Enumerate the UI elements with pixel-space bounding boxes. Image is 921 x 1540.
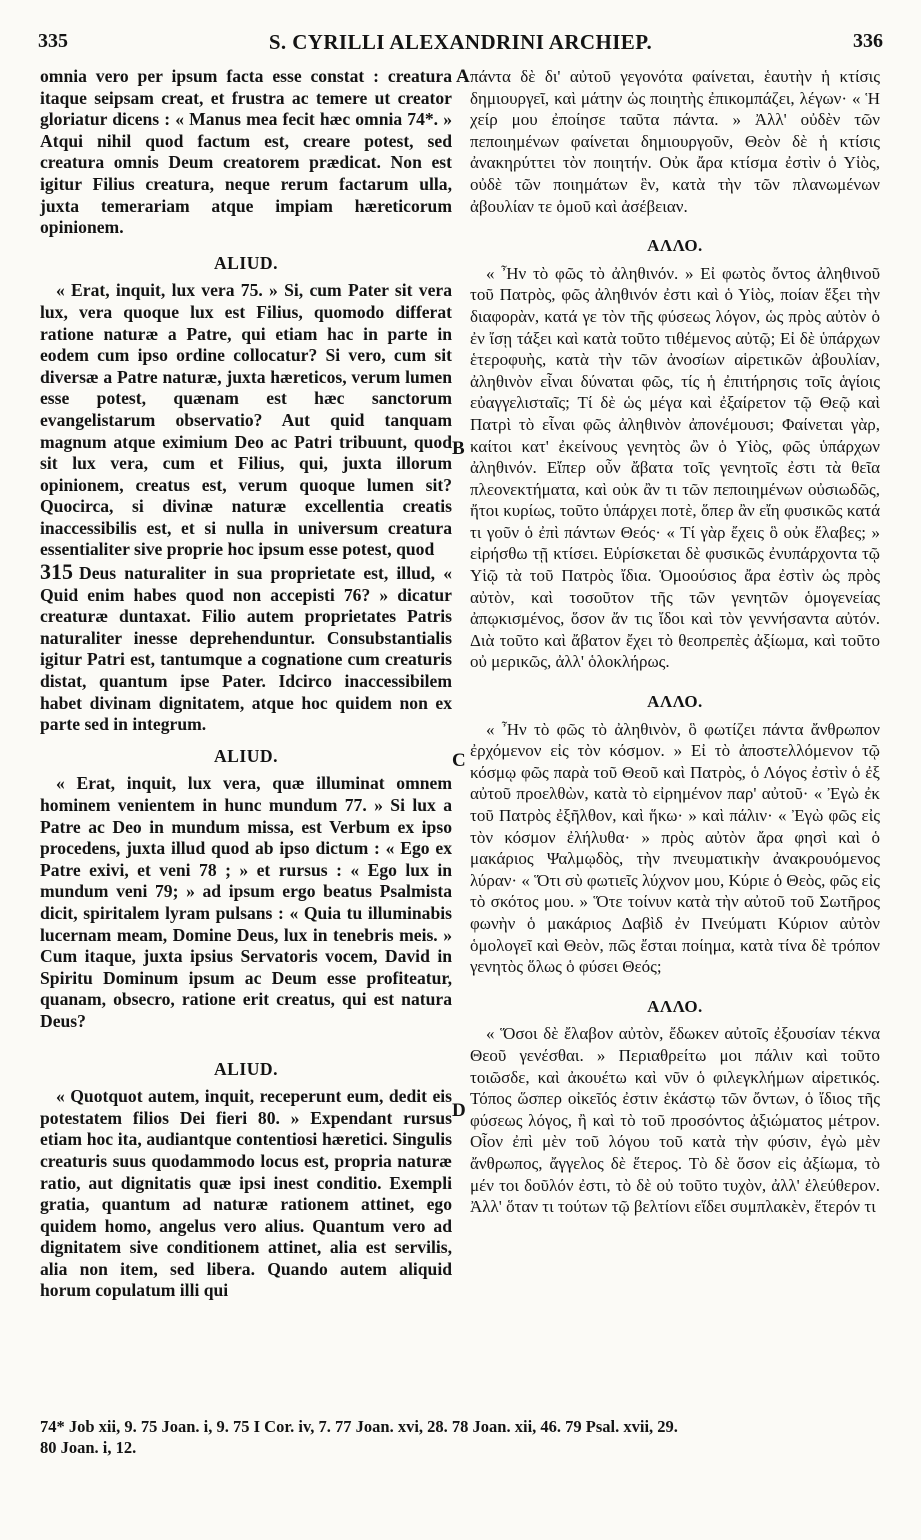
greek-paragraph: « Ἦν τὸ φῶς τὸ ἀληθινὸν, ὃ φωτίζει πάντα ἄνθρωπον ἐρχόμενον εἰς τὸν κόσμον. » Εἰ τὸ ἀποστελλόμενον τῷ κόσμῳ φῶς παρὰ τοῦ Θεοῦ καὶ Πατρὸς, ὁ Λόγος ἐστὶν ὁ ἐξ αὐτοῦ προελθὼν, κατὰ τὸ εἰρημένον παρ' αὐτοῦ· « Ἐγὼ ἐκ τοῦ Πατρὸς ἐξῆλθον, καὶ ἥκω· » καὶ πάλιν· « Ἐγὼ φῶς εἰς τὸν κόσμον ἐλήλυθα· » πρὸς αὐτὸν ἄρα φησὶ καὶ ὁ μακάριος Ψαλμῳδὸς, τὴν πνευματικὴν ἀνακρουόμενος λύραν· « Ὅτι σὺ φωτιεῖς λύχνον μου, Κύριε ὁ Θεὸς, φῶς εἰς τὸ σκότος μου. » Ὅτε τοίνυν κατὰ τὴν αὐτοῦ τοῦ Σωτῆρος φωνὴν ὁ μακάριος Δαβὶδ ἐν Πνεύματι Κύριον αὐτὸν ὁμολογεῖ καὶ Θεὸν, πῶς ἔσται ποίημα, κατὰ τίνα δὲ τρόπον γενητὸς ὅλως ὁ φύσει Θεός; — [470, 719, 880, 977]
latin-paragraph-text: « Erat, inquit, lux vera 75. » Si, cum Pater sit vera lux, vera quoque lux est Filius, quomodo differat ratione naturæ a Patre, qui etiam hac in parte in eodem cum ipso ordine collocatur? Si vero, cum sit diversæ a Patre naturæ, juxta hæreticos, verum lumen esse potest, quænam est hæc sanctorum evangelistarum observatio? Aut quid tanquam magnum atque eximium Deo ac Patri tribuunt, quod sit lux vera, cum et Filius, qui, juxta illorum opinionem, creatus est, verum quoque lumen sit? Quocirca, si divinæ naturæ excellentia creatis inaccessibilis est, et si nulla in universum creatura essentialiter sive proprie hoc ipsum esse potest, quod — [40, 280, 452, 560]
greek-paragraph: « Ἦν τὸ φῶς τὸ ἀληθινόν. » Εἰ φωτὸς ὄντος ἀληθινοῦ τοῦ Πατρὸς, φῶς ἀληθινόν ἐστι καὶ ὁ Υἱὸς, ποίαν ἕξει τὴν διαφορὰν, κατά γε τὸν τῆς φύσεως λόγον, ὡς πρὸς αὐτὸν ὁ ἐν ἴσῃ τάξει καὶ κατὰ τοῦτο τιθέμενος αὐτῷ; Εἰ δὲ ὑπάρχων ἑτεροφυὴς, κατὰ τὴν τῶν ἀνοσίων αἱρετικῶν ἀβουλίαν, ἀληθινὸν εἶναι δύναται φῶς, τίς ἡ ἐπιτήρησις τοῖς ἁγίοις εὐαγγελισταῖς; Τί δὲ ὡς μέγα καὶ ἐξαίρετον τῷ Θεῷ καὶ Πατρὶ τὸ εἶναι φῶς ἀληθινὸν ἀπονέμουσι; Φαίνεται γὰρ, καίτοι κατ' ἐκείνους γενητὸς ὢν ὁ Υἱὸς, φῶς ὑπάρχων ἀληθινόν. Εἴπερ οὖν ἄβατα τοῖς γενητοῖς ἐστι τὰ θεῖα πλεονεκτήματα, καὶ οὐκ ἂν τι τῶν πεποιημένων οὐσιωδῶς, ἤτοι κυρίως, τοῦτο ὑπάρχει ποτὲ, ὅπερ ἂν εἴη φυσικῶς κατά τι γοῦν ὁ ἐπὶ πάντων Θεός· « Τί γὰρ ἔχεις ὃ οὐκ ἔλαβες; » εἰρήσθω τῇ κτίσει. Εὑρίσκεται δὲ φυσικῶς ἐνυπάρχοντα τῷ Υἱῷ τὰ τοῦ Πατρὸς ἴδια. Ὁμοούσιος ἄρα ἐστὶν ὡς πρὸς αὐτὸν, καὶ τοσοῦτον τῆς τῶν γενητῶν ὁμογενείας ἀπῳκισμένος, ὅσον ἄν τις ἴδοι καὶ τὸν γεννήσαντα αὐτόν. Διὰ τοῦτο καὶ ἄβατον ἔχει τὸ θεοπρεπὲς ἀξίωμα, καὶ τοῦτο οὐ μερικῶς, ἀλλ' ὁλοκλήρως. — [470, 263, 880, 672]
margin-marker-c: C — [452, 750, 466, 771]
latin-paragraph-text: Deus naturaliter in sua proprietate est, illud, « Quid enim habes quod non accepisti 76? » dicatur creaturæ duntaxat. Filio autem proprietates Patris naturaliter inesse deprehenduntur. Consubstantialis igitur Patri est, tantumque a cognatione cum creaturis distat, quantum ipse Pater. Idcirco inaccessibilem habet divinam dignitatem, atque hoc quidem non ex parte sed in integrum. — [40, 563, 452, 735]
section-heading: ΑΛΛΟ. — [647, 996, 703, 1016]
latin-paragraph — [40, 280, 452, 735]
margin-marker-d: D — [452, 1100, 466, 1121]
page-header — [38, 30, 883, 58]
footnote-line: 74* Job xii, 9. 75 Joan. i, 9. 75 I Cor. iv, 7. 77 Joan. xvi, 28. 78 Joan. xii, 46. 79 Psal. xvii, 29. — [40, 1417, 678, 1436]
latin-column — [40, 66, 452, 1302]
running-title: S. CYRILLI ALEXANDRINI ARCHIEP. — [268, 30, 653, 54]
greek-paragraph: πάντα δὲ δι' αὐτοῦ γεγονότα φαίνεται, ἑαυτὴν ἡ κτίσις δημιουργεῖ, καὶ μάτην ὡς ποιητὴς ἐπικομπάζει, λέγων· « Ἡ χείρ μου ἐποίησε ταῦτα πάντα. » Ἀλλ' οὐδὲν τῶν πεποιημένων φαίνεται δημιουργοῦν, Θεὸν δὲ ἡ κτίσις ἀνακηρύττει τὸν ποιητήν. Οὐκ ἄρα κτίσμα ἐστὶν ὁ Υἱὸς, οὐδὲ τῶν ποιημάτων ἓν, κατὰ τὴν τῶν πλανωμένων ἀβουλίαν τε ὁμοῦ καὶ ἀσέβειαν. — [470, 67, 880, 216]
footnotes — [40, 1416, 885, 1458]
section-heading: ALIUD. — [213, 1058, 279, 1079]
footnote-line: 80 Joan. i, 12. — [40, 1438, 137, 1457]
margin-marker-b: B — [452, 438, 465, 459]
section-heading: ΑΛΛΟ. — [647, 692, 703, 712]
column-number: 315 — [40, 559, 73, 585]
latin-paragraph: omnia vero per ipsum facta esse constat : creatura itaque seipsam creat, et frustra ac temere ut creator gloriatur dicens : « Manus mea fecit hæc omnia 74*. » Atqui nihil quod factum est, creare potest, sed creatura omnis Deum creatorem prædicat. Non est igitur Filius creatura, neque rerum factarum ulla, juxta temerariam atque impiam hæreticorum opinionem. — [40, 66, 452, 238]
greek-paragraph: « Ὅσοι δὲ ἔλαβον αὐτὸν, ἔδωκεν αὐτοῖς ἐξουσίαν τέκνα Θεοῦ γενέσθαι. » Περιαθρείτω μοι πάλιν καὶ τοῦτο τοιῶσδε, καὶ ἀκουέτω καὶ νῦν ὁ φιλεγκλήμων αἱρετικός. Τόπος ὥσπερ οἰκεῖός ἐστιν ἑκάστῳ τῶν ὄντων, ὁ ἴδιος τῆς φύσεως λόγος, ἢ καὶ τὸ τοῦ προσόντος ἀξιώματος μέτρον. Οἷον ἐπὶ μὲν τοῦ λόγου τοῦ κατὰ τὴν φύσιν, ἐγὼ μὲν ἄνθρωπος, ἄγγελος δὲ ἕτερος. Τὸ δὲ ὅσον εἰς ἀξίωμα, τὸ μέν τοι δοῦλόν ἐστι, τὸ δὲ οὐ τοῦτο τυχὸν, ἀλλ' ἐλεύθερον. Ἀλλ' ὅταν τι τούτων τῷ βελτίονι εἴδει συμπλακὲν, ἕτερόν τι — [470, 1024, 880, 1217]
margin-marker-a: A — [456, 66, 470, 87]
section-heading: ΑΛΛΟ. — [647, 236, 703, 256]
latin-paragraph: « Erat, inquit, lux vera, quæ illuminat omnem hominem venientem in hunc mundum 77. » Si lux a Patre ac Deo in mundum missa, est Verbum ex ipso procedens, juxta illud quod ab ipso dictum : « Ego ex Patre exivi, et veni 78 ; » et rursus : « Ego lux in mundum veni 79; » ad ipsum ergo beatus Psalmista dicit, spiritalem lyram pulsans : « Quia tu illuminabis lucernam meam, Domine Deus, lux in tenebris meis. » Cum itaque, juxta ipsius Servatoris vocem, David in Spiritu Dominum ipsum ac Deum esse profiteatur, quanam, obsecro, ratione erit creatus, qui est natura Deus? — [40, 773, 452, 1031]
section-heading: ALIUD. — [213, 252, 279, 273]
greek-column — [470, 66, 880, 1218]
latin-paragraph: « Quotquot autem, inquit, receperunt eum, dedit eis potestatem filios Dei fieri 80. » Expendant rursus etiam hoc ita, audiantque contentiosi hæretici. Singulis creaturis suus quodammodo locus est, propria naturæ ratio, aut dignitatis quæ ipsi inest conditio. Exempli gratia, quantum ad naturæ rationem attinet, ego quidem homo, angelus vero alius. Quantum vero ad dignitatem sive conditionem attinet, alia est servilis, alia non item, sed libera. Quando autem aliquid horum copulatum illi qui — [40, 1086, 452, 1301]
page-number-right: 336 — [853, 30, 883, 52]
page-number-left: 335 — [38, 30, 68, 52]
section-heading: ALIUD. — [213, 745, 279, 766]
